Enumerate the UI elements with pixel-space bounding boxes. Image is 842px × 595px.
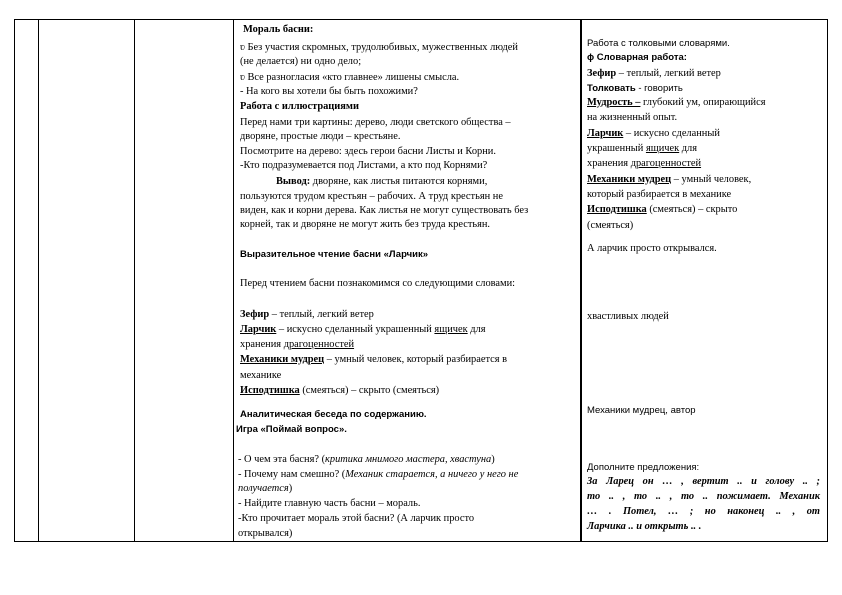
vocab-word: Зефир [240, 309, 270, 320]
vocab-def: украшенный [587, 143, 646, 154]
vocab-def: – искусно сделанный [623, 128, 720, 139]
column-divider-1 [38, 19, 39, 542]
vocab-def: – теплый, легкий ветер [616, 68, 721, 79]
question-text: - Почему нам смешно? ( [238, 469, 346, 480]
column-divider-4 [580, 19, 582, 542]
fill-in-line: За Ларец он … , вертит .. и голову .. ; [587, 476, 820, 487]
right-vocab-entry-cont [587, 157, 701, 170]
conclusion-line: виден, как и корни дерева. Как листья не могут существовать без [240, 205, 529, 216]
question-line: открывался) [238, 528, 293, 539]
vocab-def-link: драгоценностей [630, 158, 702, 169]
answer-text: Механики мудрец, автор [587, 405, 696, 416]
vocab-entry-mechanic-cont: механике [240, 370, 282, 381]
table-border-top [14, 19, 828, 20]
conclusion-line: пользуются трудом крестьян – рабочих. А труд крестьян не [240, 191, 503, 202]
moral-line: - На кого вы хотели бы быть похожими? [240, 86, 418, 97]
question-answer: Механик старается, а ничего у него не [345, 469, 519, 480]
table-border-right [827, 19, 828, 542]
table-border-bottom [14, 541, 828, 542]
moral-line: ʋ Без участия скромных, трудолюбивых, мужественных людей [240, 42, 518, 53]
vocab-def-link: ящичек [645, 143, 680, 154]
column-divider-2 [134, 19, 135, 542]
vocab-entry-larchik [240, 323, 486, 336]
vocab-word: Механики мудрец [240, 354, 325, 365]
vocab-def-link: ящичек [434, 324, 468, 335]
illustrations-line: Посмотрите на дерево: здесь герои басни Листы и Корни. [240, 146, 496, 157]
vocab-entry-larchik-cont [240, 338, 354, 351]
conclusion-line [276, 175, 487, 188]
right-vocab-entry [587, 173, 751, 186]
right-vocab-entry-cont: который разбирается в механике [587, 189, 732, 200]
fill-in-line: Ларчика .. и открыть .. . [587, 521, 702, 532]
right-vocab-entry-cont: (смеяться) [587, 220, 634, 231]
question-line: - Найдите главную часть басни – мораль. [238, 498, 421, 509]
dictionary-heading: Работа с толковыми словарями. [587, 38, 730, 49]
vocab-word: Исподтишка [240, 385, 300, 396]
vocab-def: (смеяться) – скрыто (смеяться) [299, 385, 440, 396]
vocab-word: Мудрость – [587, 97, 641, 108]
table-border-left [14, 19, 15, 542]
vocab-word: Зефир [587, 68, 617, 79]
question-text: ) [491, 454, 495, 465]
vocab-def: хранения [240, 339, 284, 350]
right-vocab-entry [587, 127, 720, 140]
question-answer: критика мнимого мастера, хвастуна [325, 454, 492, 465]
conclusion-text: дворяне, как листья питаются корнями, [310, 176, 488, 187]
column-divider-3 [233, 19, 234, 542]
vocab-def: для [679, 143, 698, 154]
illustrations-line: дворяне, простые люди – крестьяне. [240, 131, 401, 142]
fill-in-line: … . Потел, … ; но наконец .. , от [587, 506, 820, 517]
vocab-word: Ларчик [240, 324, 277, 335]
reading-heading: Выразительное чтение басни «Ларчик» [240, 249, 429, 260]
moral-line: ʋ Все разногласия «кто главнее» лишены смысла. [240, 72, 460, 83]
answer-text: хвастливых людей [587, 311, 669, 322]
question-text: ) [288, 483, 293, 494]
vocab-word: Механики мудрец [587, 174, 672, 185]
conclusion-label: Вывод: [276, 176, 311, 187]
moral-line: (не делается) ни одно дело; [240, 56, 362, 67]
vocab-def: - говорить [635, 83, 683, 94]
analysis-heading: Аналитическая беседа по содержанию. [240, 409, 427, 420]
vocab-def: хранения [587, 158, 631, 169]
vocab-word: Исподтишка [587, 204, 647, 215]
right-vocab-entry-cont [587, 142, 697, 155]
question-text: - О чем эта басня? ( [238, 454, 326, 465]
vocab-def: – искусно сделанный украшенный [276, 324, 435, 335]
question-line [238, 453, 495, 466]
right-vocab-entry [587, 82, 683, 95]
fill-in-line: то .. , то .. , то .. пожимает. Механик [587, 491, 820, 502]
vocabulary-heading: ɸ Словарная работа: [587, 52, 687, 63]
vocab-def: – умный человек, который разбирается в [324, 354, 508, 365]
vocab-word: Ларчик [587, 128, 624, 139]
vocab-def: – теплый, легкий ветер [269, 309, 374, 320]
vocab-word: Толковать [587, 83, 636, 94]
right-vocab-entry-cont: на жизненный опыт. [587, 112, 678, 123]
question-line [238, 482, 292, 495]
vocab-def: – умный человек, [671, 174, 752, 185]
right-vocab-entry [587, 96, 766, 109]
illustrations-heading: Работа с иллюстрациями [240, 101, 359, 112]
moral-heading: Мораль басни: [243, 24, 314, 35]
vocab-def: (смеяться) – скрыто [646, 204, 738, 215]
before-reading-text: Перед чтением басни познакомимся со следующими словами: [240, 278, 516, 289]
right-vocab-entry [587, 67, 721, 80]
complete-sentences-heading: Дополните предложения: [587, 462, 700, 473]
vocab-entry-zefir [240, 308, 374, 321]
illustrations-line: Перед нами три картины: дерево, люди светского общества – [240, 117, 511, 128]
vocab-def: глубокий ум, опирающийся [640, 97, 766, 108]
vocab-entry-mechanic [240, 353, 507, 366]
game-heading: Игра «Поймай вопрос». [236, 424, 347, 435]
right-vocab-entry [587, 203, 737, 216]
question-line [238, 468, 518, 481]
question-line: -Кто прочитает мораль этой басни? (А ларчик просто [238, 513, 475, 524]
vocab-entry-ispod [240, 384, 439, 397]
answer-text: А ларчик просто открывался. [587, 243, 717, 254]
conclusion-line: корней, так и дворяне не могут жить без труда крестьян. [240, 219, 491, 230]
illustrations-line: -Кто подразумевается под Листами, а кто под Корнями? [240, 160, 488, 171]
vocab-def: для [467, 324, 486, 335]
vocab-def-link: драгоценностей [283, 339, 355, 350]
question-answer: получается [238, 483, 289, 494]
